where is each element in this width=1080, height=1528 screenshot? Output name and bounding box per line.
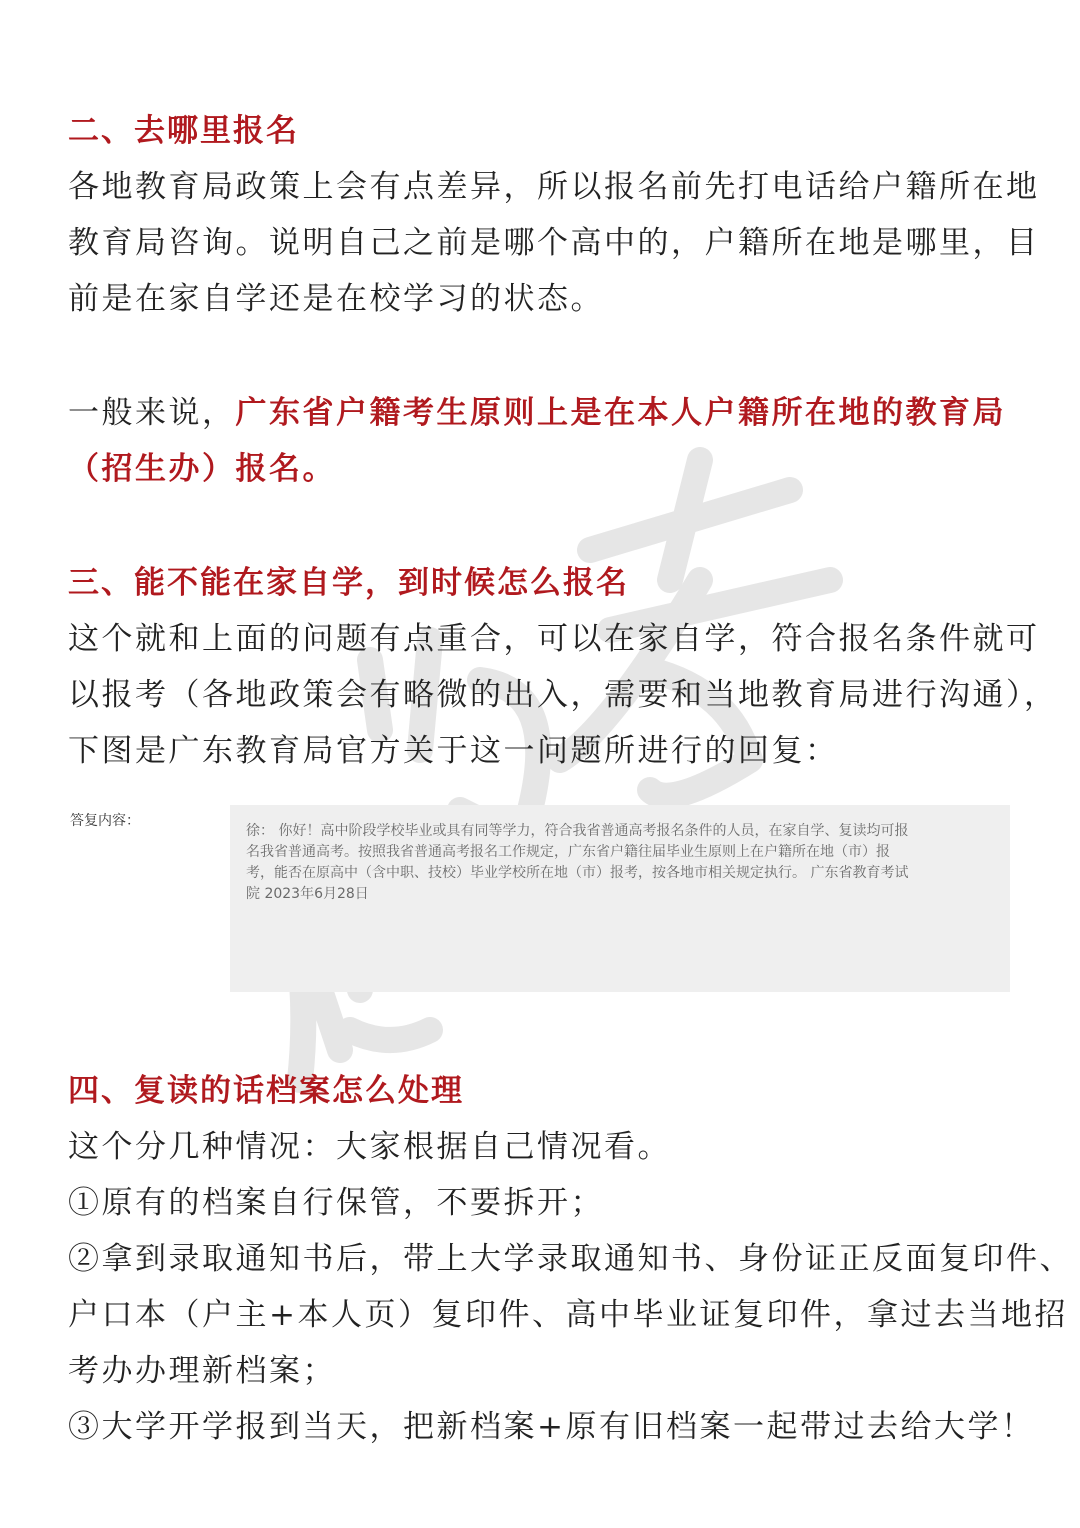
paragraph-line: 教育局咨询。说明自己之前是哪个高中的，户籍所在地是哪里，目 [68,225,1040,261]
general-rule-paragraph [68,385,1018,497]
section-heading: 四、复读的话档案怎么处理 [68,1073,464,1109]
reply-line: 徐： 你好！高中阶段学校毕业或具有同等学力，符合我省普通高考报名条件的人员，在家自学、复读均可报 [246,823,909,839]
list-item: ②拿到录取通知书后，带上大学录取通知书、身份证正反面复印件、 [68,1241,1073,1277]
section-archive-handling [68,1063,1073,1455]
paragraph-line: 下图是广东教育局官方关于这一问题所进行的回复： [68,733,839,769]
list-item: 户口本（户主+本人页）复印件、高中毕业证复印件，拿过去当地招 [68,1297,1068,1333]
list-item: 考办办理新档案； [68,1353,336,1389]
reply-label: 答复内容： [70,813,140,829]
section-heading: 二、去哪里报名 [68,113,299,149]
paragraph-line: 以报考（各地政策会有略微的出入，需要和当地教育局进行沟通）， [68,677,1058,713]
reply-content-box [230,805,1010,992]
section-self-study [68,555,1058,779]
list-item: ③大学开学报到当天，把新档案+原有旧档案一起带过去给大学！ [68,1409,1035,1445]
reply-line: 院 2023年6月28日 [246,886,369,902]
general-rule-highlight: （招生办）报名。 [68,451,336,487]
section-heading: 三、能不能在家自学，到时候怎么报名 [68,565,629,601]
list-item: ①原有的档案自行保管，不要拆开； [68,1185,604,1221]
general-rule-prefix: 一般来说， [68,395,236,431]
paragraph-line: 这个分几种情况：大家根据自己情况看。 [68,1129,671,1165]
general-rule-highlight: 广东省户籍考生原则上是在本人户籍所在地的教育局 [235,395,1006,431]
paragraph-line: 各地教育局政策上会有点差异，所以报名前先打电话给户籍所在地 [68,169,1040,205]
section-where-to-register [68,103,1040,327]
reply-line: 考，能否在原高中（含中职、技校）毕业学校所在地（市）报考，按各地市相关规定执行。 广东省教育考试 [246,865,909,881]
reply-line: 名我省普通高考。按照我省普通高考报名工作规定，广东省户籍往届毕业生原则上在户籍所在地（市）报 [246,844,890,860]
paragraph-line: 这个就和上面的问题有点重合，可以在家自学，符合报名条件就可 [68,621,1040,657]
paragraph-line: 前是在家自学还是在校学习的状态。 [68,281,604,317]
